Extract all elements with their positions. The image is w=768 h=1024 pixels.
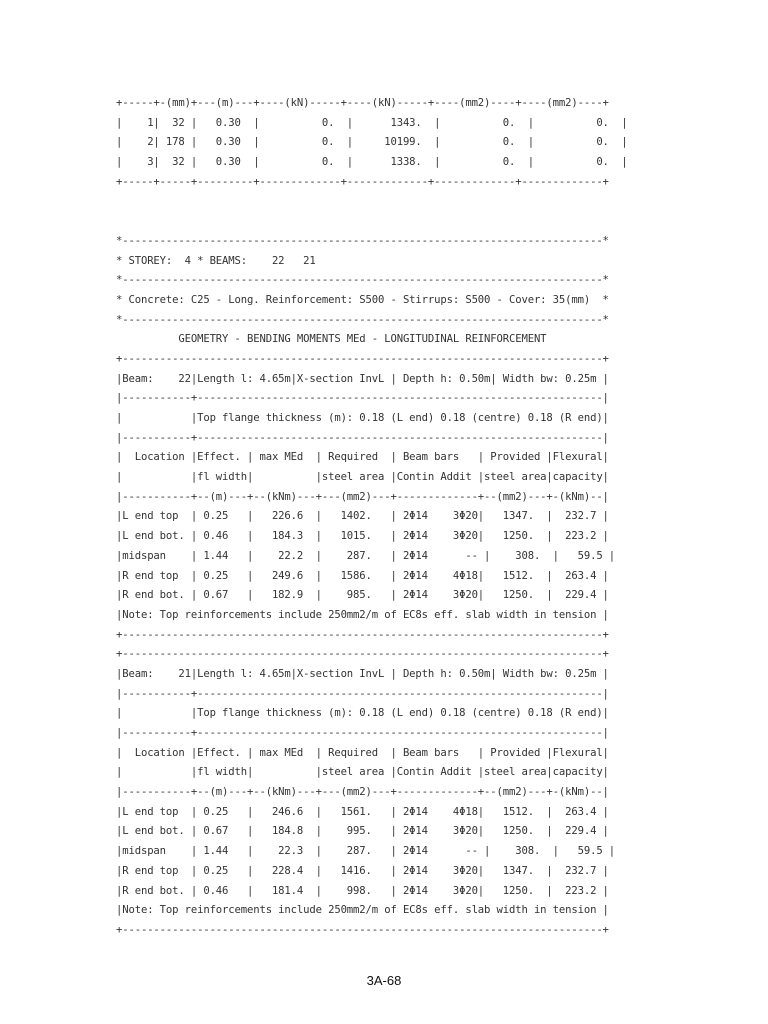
listing-line: |Note: Top reinforcements include 250mm2/m of EC8s eff. slab width in tension |	[116, 608, 609, 621]
listing-line: | 3| 32 | 0.30 | 0. | 1338. | 0. | 0. |	[116, 156, 628, 169]
listing-line: | |fl width| |steel area |Contin Addit |steel area|capacity|	[116, 471, 609, 484]
listing-line: +-----------------------------------------------------------------------------+	[116, 648, 609, 661]
listing-line: | |fl width| |steel area |Contin Addit |steel area|capacity|	[116, 766, 609, 779]
listing-line: |Beam: 21|Length l: 4.65m|X-section InvL | Depth h: 0.50m| Width bw: 0.25m |	[116, 667, 609, 680]
listing-line: GEOMETRY - BENDING MOMENTS MEd - LONGITUDINAL REINFORCEMENT	[116, 333, 547, 346]
listing-line: |L end bot. | 0.46 | 184.3 | 1015. | 2Φ14 3Φ20| 1250. | 223.2 |	[116, 530, 609, 543]
listing-line: |Note: Top reinforcements include 250mm2/m of EC8s eff. slab width in tension |	[116, 904, 609, 917]
listing-line: |-----------+-----------------------------------------------------------------|	[116, 431, 609, 444]
listing-line	[116, 192, 676, 212]
listing-line: |Beam: 22|Length l: 4.65m|X-section InvL | Depth h: 0.50m| Width bw: 0.25m |	[116, 372, 609, 385]
listing-line: | |Top flange thickness (m): 0.18 (L end) 0.18 (centre) 0.18 (R end)|	[116, 412, 609, 424]
listing-line: |-----------+-----------------------------------------------------------------|	[116, 392, 609, 405]
listing-line: | Location |Effect. | max MEd | Required | Beam bars | Provided |Flexural|	[116, 746, 609, 759]
listing-line: * Concrete: C25 - Long. Reinforcement: S500 - Stirrups: S500 - Cover: 35(mm) *	[116, 293, 609, 306]
listing-line: +-----------------------------------------------------------------------------+	[116, 628, 609, 641]
listing-line: |-----------+--(m)---+--(kNm)---+---(mm2)---+-------------+--(mm2)---+-(kNm)--|	[116, 786, 609, 799]
listing-line: * STOREY: 4 * BEAMS: 22 21	[116, 254, 316, 267]
listing-line: |R end top | 0.25 | 249.6 | 1586. | 2Φ14 4Φ18| 1512. | 263.4 |	[116, 569, 609, 582]
listing-line: |R end bot. | 0.67 | 182.9 | 985. | 2Φ14 3Φ20| 1250. | 229.4 |	[116, 589, 609, 602]
listing-line: |-----------+--(m)---+--(kNm)---+---(mm2)---+-------------+--(mm2)---+-(kNm)--|	[116, 490, 609, 503]
listing-line: | Location |Effect. | max MEd | Required | Beam bars | Provided |Flexural|	[116, 451, 609, 464]
listing-line: |R end top | 0.25 | 228.4 | 1416. | 2Φ14 3Φ20| 1347. | 232.7 |	[116, 864, 609, 877]
listing-line: | 2| 178 | 0.30 | 0. | 10199. | 0. | 0. |	[116, 136, 628, 149]
listing-line: |midspan | 1.44 | 22.2 | 287. | 2Φ14 -- | 308. | 59.5 |	[116, 549, 616, 562]
listing-line: +-----+-(mm)+---(m)---+----(kN)-----+----(kN)-----+----(mm2)----+----(mm2)----+	[116, 97, 609, 109]
listing-line: |midspan | 1.44 | 22.3 | 287. | 2Φ14 -- | 308. | 59.5 |	[116, 845, 616, 858]
beam-design-listing	[116, 94, 676, 941]
listing-line: *-----------------------------------------------------------------------------*	[116, 234, 609, 247]
listing-line: | 1| 32 | 0.30 | 0. | 1343. | 0. | 0. |	[116, 116, 628, 129]
listing-line: *-----------------------------------------------------------------------------*	[116, 274, 609, 287]
listing-line: |L end top | 0.25 | 246.6 | 1561. | 2Φ14 4Φ18| 1512. | 263.4 |	[116, 805, 609, 818]
listing-line: | |Top flange thickness (m): 0.18 (L end) 0.18 (centre) 0.18 (R end)|	[116, 707, 609, 720]
page-number: 3A-68	[366, 973, 402, 988]
listing-line: |-----------+-----------------------------------------------------------------|	[116, 727, 609, 739]
listing-line: |L end bot. | 0.67 | 184.8 | 995. | 2Φ14 3Φ20| 1250. | 229.4 |	[116, 825, 609, 838]
listing-line: +-----+-----+---------+-------------+-------------+-------------+-------------+	[116, 175, 609, 188]
listing-line: *-----------------------------------------------------------------------------*	[116, 313, 609, 326]
listing-line: |L end top | 0.25 | 226.6 | 1402. | 2Φ14 3Φ20| 1347. | 232.7 |	[116, 510, 609, 523]
listing-line: +-----------------------------------------------------------------------------+	[116, 352, 609, 365]
listing-line	[116, 212, 676, 232]
listing-line: |R end bot. | 0.46 | 181.4 | 998. | 2Φ14 3Φ20| 1250. | 223.2 |	[116, 884, 609, 897]
listing-line: |-----------+-----------------------------------------------------------------|	[116, 687, 609, 700]
listing-line: +-----------------------------------------------------------------------------+	[116, 923, 609, 936]
